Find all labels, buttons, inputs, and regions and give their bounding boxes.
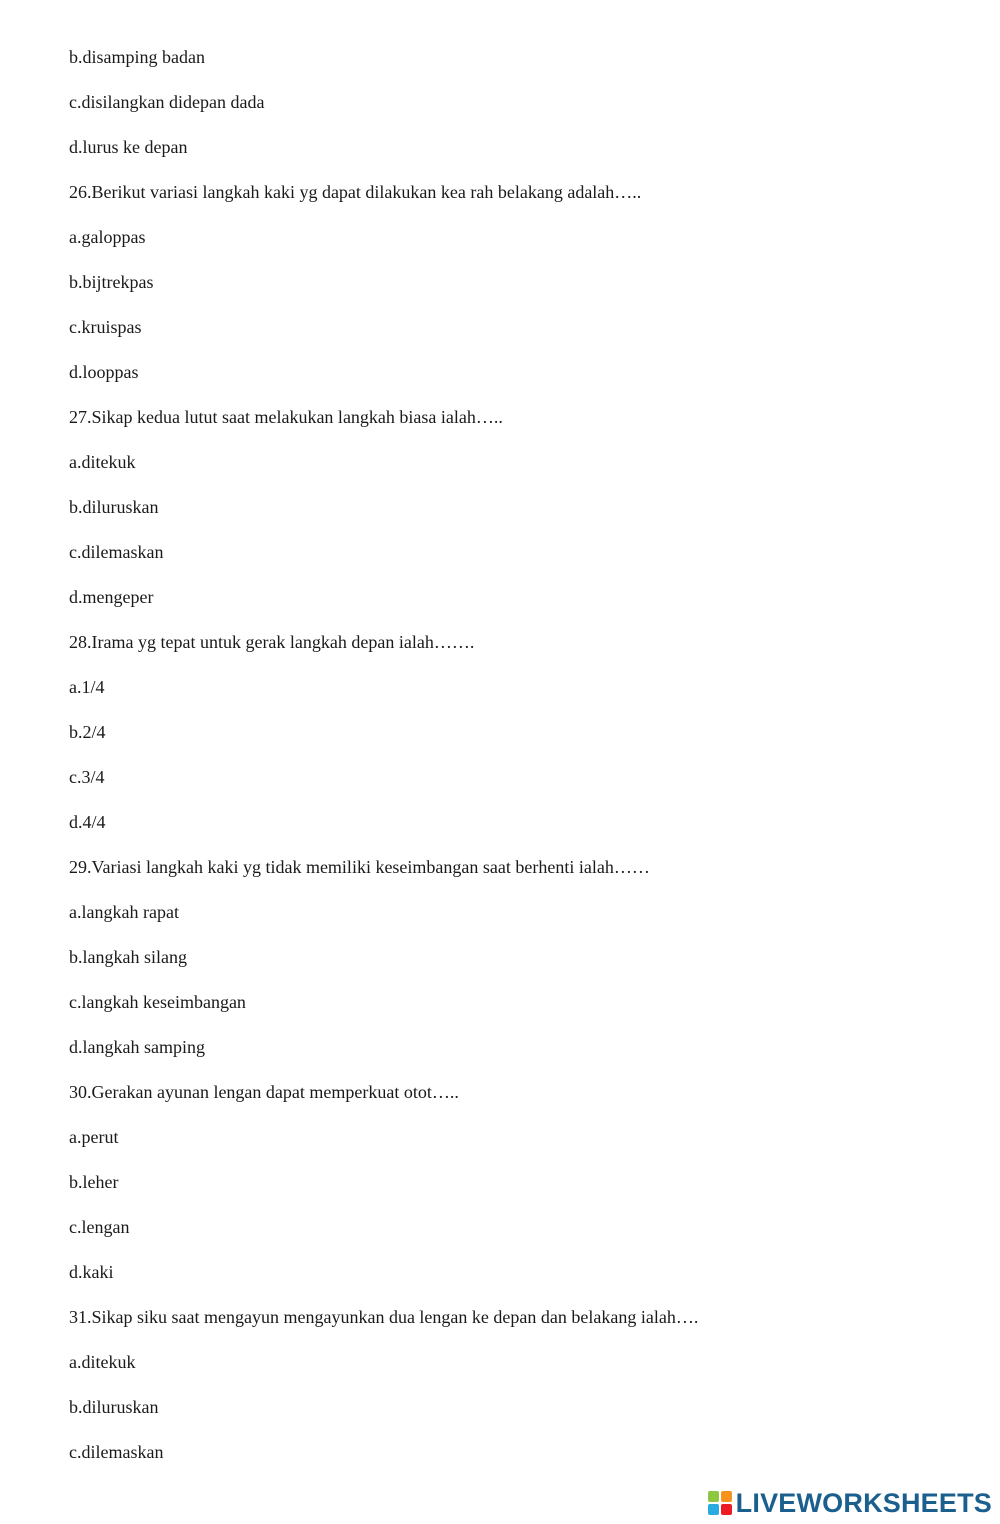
question-text: 27.Sikap kedua lutut saat melakukan langkah biasa ialah….. (69, 407, 503, 427)
question-text: 31.Sikap siku saat mengayun mengayunkan dua lengan ke depan dan belakang ialah…. (69, 1307, 699, 1327)
answer-option: a.ditekuk (69, 1352, 136, 1372)
question-text: 26.Berikut variasi langkah kaki yg dapat dilakukan kea rah belakang adalah….. (69, 182, 642, 202)
liveworksheets-wordmark: LIVEWORKSHEETS (735, 1487, 992, 1518)
answer-option: d.langkah samping (69, 1037, 205, 1057)
answer-option: c.disilangkan didepan dada (69, 92, 265, 112)
worksheet-content (69, 44, 969, 1484)
answer-option: d.looppas (69, 362, 139, 382)
answer-option: c.kruispas (69, 317, 142, 337)
answer-option: b.diluruskan (69, 1397, 159, 1417)
answer-option: d.lurus ke depan (69, 137, 188, 157)
question-text: 30.Gerakan ayunan lengan dapat memperkuat otot….. (69, 1082, 459, 1102)
answer-option: b.leher (69, 1172, 119, 1192)
logo-square-orange (721, 1491, 732, 1502)
answer-option: c.3/4 (69, 767, 105, 787)
liveworksheets-logo-icon (708, 1491, 732, 1515)
question-text: 29.Variasi langkah kaki yg tidak memiliki keseimbangan saat berhenti ialah…… (69, 857, 650, 877)
logo-square-blue (708, 1504, 719, 1515)
logo-square-green (708, 1491, 719, 1502)
answer-option: b.disamping badan (69, 47, 205, 67)
liveworksheets-branding (708, 1486, 992, 1520)
answer-option: a.ditekuk (69, 452, 136, 472)
answer-option: d.4/4 (69, 812, 106, 832)
answer-option: c.dilemaskan (69, 542, 164, 562)
answer-option: c.dilemaskan (69, 1442, 164, 1462)
answer-option: d.mengeper (69, 587, 154, 607)
answer-option: d.kaki (69, 1262, 114, 1282)
answer-option: a.perut (69, 1127, 119, 1147)
logo-square-red (721, 1504, 732, 1515)
answer-option: c.langkah keseimbangan (69, 992, 246, 1012)
answer-option: a.galoppas (69, 227, 146, 247)
answer-option: c.lengan (69, 1217, 130, 1237)
question-text: 28.Irama yg tepat untuk gerak langkah depan ialah……. (69, 632, 475, 652)
answer-option: b.bijtrekpas (69, 272, 154, 292)
answer-option: b.2/4 (69, 722, 106, 742)
answer-option: b.langkah silang (69, 947, 187, 967)
answer-option: a.1/4 (69, 677, 105, 697)
answer-option: b.diluruskan (69, 497, 159, 517)
answer-option: a.langkah rapat (69, 902, 179, 922)
